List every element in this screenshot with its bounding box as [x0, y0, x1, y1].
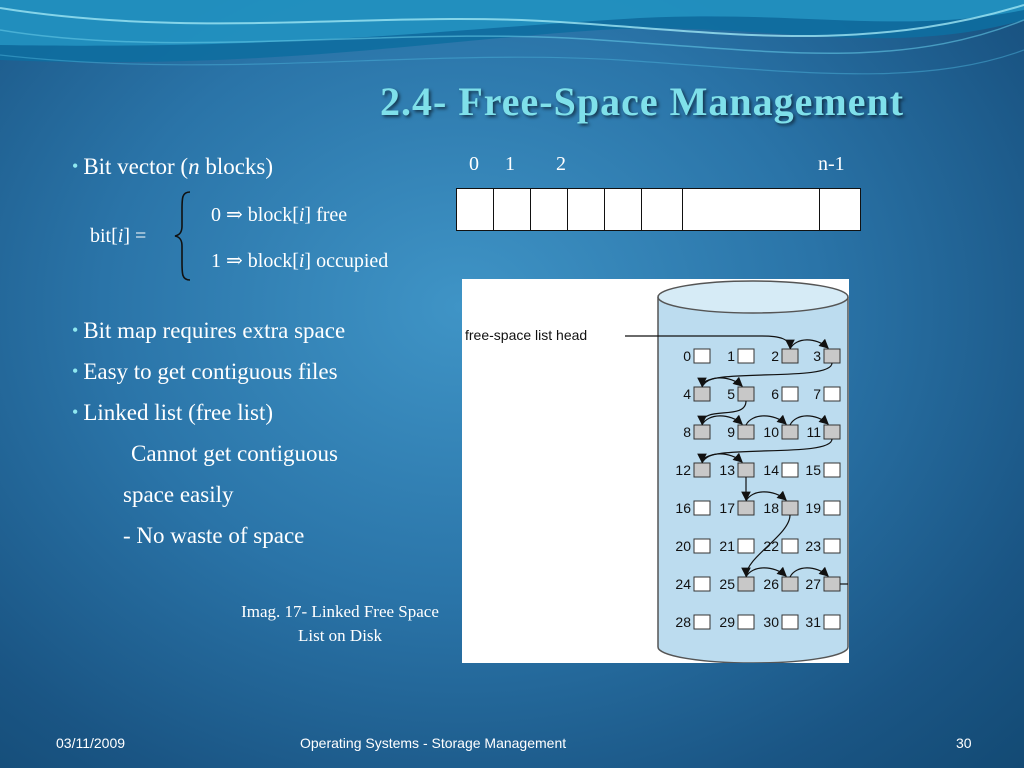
block-number-label: 1 [727, 348, 735, 364]
block-number-label: 12 [675, 462, 691, 478]
block-number-label: 23 [805, 538, 821, 554]
allocated-block [694, 615, 710, 629]
bit-index-0: 0 [469, 153, 479, 175]
bullet-linked-list: • Linked list (free list) [72, 400, 274, 425]
block-number-label: 9 [727, 424, 735, 440]
caption-line-1: Imag. 17- Linked Free Space [241, 602, 439, 621]
block-number-label: 6 [771, 386, 779, 402]
allocated-block [824, 387, 840, 401]
block-number-label: 13 [719, 462, 735, 478]
block-number-label: 2 [771, 348, 779, 364]
allocated-block [824, 501, 840, 515]
block-number-label: 31 [805, 614, 821, 630]
allocated-block [824, 539, 840, 553]
block-number-label: 15 [805, 462, 821, 478]
block-number-label: 17 [719, 500, 735, 516]
free-block [782, 577, 798, 591]
linked-free-space-figure [462, 279, 849, 663]
allocated-block [694, 577, 710, 591]
bit-case-free: 0 ⇒ block[i] free [211, 204, 348, 226]
allocated-block [694, 539, 710, 553]
allocated-block [694, 501, 710, 515]
bit-cell [642, 189, 683, 230]
line-no-waste: - No waste of space [123, 523, 305, 548]
bullet-bitmap-space: • Bit map requires extra space [72, 318, 346, 343]
allocated-block [738, 615, 754, 629]
allocated-block [824, 463, 840, 477]
bit-cell-last [820, 189, 860, 230]
bullet-dot-icon: • [72, 361, 79, 381]
block-number-label: 22 [763, 538, 779, 554]
free-block [738, 463, 754, 477]
disk-cylinder-top [658, 281, 848, 313]
free-block [694, 425, 710, 439]
free-block [738, 501, 754, 515]
bullet-dot-icon: • [72, 402, 79, 422]
bit-cell [605, 189, 642, 230]
block-number-label: 30 [763, 614, 779, 630]
footer-page-number: 30 [956, 735, 972, 751]
bit-vector-suffix: blocks) [199, 154, 274, 179]
allocated-block [782, 539, 798, 553]
allocated-block [782, 387, 798, 401]
bit-vector-n: n [188, 154, 200, 179]
line-cannot-contiguous: Cannot get contiguous [131, 441, 338, 466]
free-block [738, 425, 754, 439]
block-number-label: 4 [683, 386, 691, 402]
free-block [738, 387, 754, 401]
bit-cell-ellipsis [683, 189, 820, 230]
block-number-label: 20 [675, 538, 691, 554]
bit-cell [531, 189, 568, 230]
block-number-label: 27 [805, 576, 821, 592]
disk-diagram [462, 279, 849, 663]
slide-title: 2.4- Free-Space Management [380, 79, 905, 124]
bullet-bit-vector [72, 154, 273, 180]
line-space-easily: space easily [123, 482, 234, 507]
free-block [782, 425, 798, 439]
block-number-label: 0 [683, 348, 691, 364]
footer-date: 03/11/2009 [56, 735, 126, 751]
allocated-block [738, 349, 754, 363]
bit-cell [457, 189, 494, 230]
block-number-label: 5 [727, 386, 735, 402]
block-number-label: 8 [683, 424, 691, 440]
bit-index-n-1: n-1 [818, 153, 845, 175]
block-number-label: 10 [763, 424, 779, 440]
curly-brace-icon [172, 190, 196, 282]
block-number-label: 21 [719, 538, 735, 554]
bit-index-2: 2 [556, 153, 566, 175]
free-block [824, 425, 840, 439]
block-number-label: 14 [763, 462, 779, 478]
bit-definition-label: bit[i] = [90, 225, 147, 247]
block-number-label: 29 [719, 614, 735, 630]
free-space-list-head-label: free-space list head [465, 327, 588, 343]
block-number-label: 11 [806, 424, 821, 440]
bullet-dot-icon: • [72, 156, 79, 176]
block-number-label: 25 [719, 576, 735, 592]
footer-course: Operating Systems - Storage Management [300, 735, 567, 751]
block-number-label: 16 [675, 500, 691, 516]
allocated-block [694, 349, 710, 363]
free-block [738, 577, 754, 591]
bit-vector-diagram [456, 188, 861, 231]
free-block [694, 387, 710, 401]
block-number-label: 24 [675, 576, 691, 592]
free-block [694, 463, 710, 477]
block-number-label: 7 [813, 386, 821, 402]
bit-cell [494, 189, 531, 230]
bit-vector-text: Bit vector ( [83, 154, 189, 179]
bullet-contiguous-files: • Easy to get contiguous files [72, 359, 338, 384]
bullet-dot-icon: • [72, 320, 79, 340]
block-number-label: 26 [763, 576, 779, 592]
block-number-label: 19 [805, 500, 821, 516]
allocated-block [824, 615, 840, 629]
free-block [782, 349, 798, 363]
block-number-label: 18 [763, 500, 779, 516]
allocated-block [738, 539, 754, 553]
bit-cell [568, 189, 605, 230]
block-number-label: 3 [813, 348, 821, 364]
free-block [824, 349, 840, 363]
allocated-block [782, 463, 798, 477]
free-block [782, 501, 798, 515]
bit-index-1: 1 [505, 153, 515, 175]
block-number-label: 28 [675, 614, 691, 630]
figure-caption [215, 600, 465, 648]
free-block [824, 577, 840, 591]
caption-line-2: List on Disk [297, 626, 383, 645]
bit-case-occupied: 1 ⇒ block[i] occupied [211, 250, 389, 272]
allocated-block [782, 615, 798, 629]
